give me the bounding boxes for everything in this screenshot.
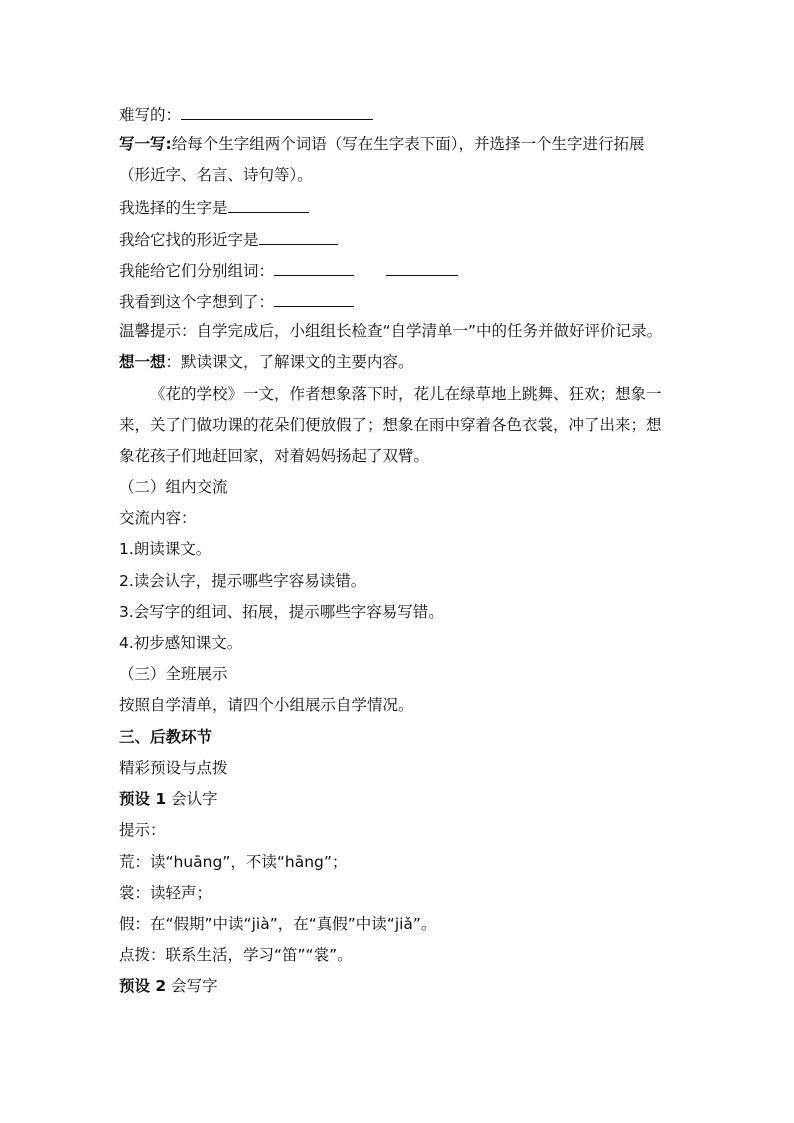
write-instruction-cont: （形近字、名言、诗句等）。 [119, 166, 313, 184]
association-label: 我看到这个字想到了： [119, 293, 275, 311]
hard-to-write-label: 难写的： [119, 106, 182, 124]
chosen-character-line [119, 196, 679, 218]
section-heading-after-teaching: 三、后教环节 [119, 728, 213, 746]
preset-1-title: 会认字 [166, 790, 218, 808]
answer-blank [274, 259, 354, 276]
chosen-character-label: 我选择的生字是 [119, 199, 228, 217]
preset-2-line [119, 976, 679, 996]
exchange-content-label: 交流内容： [119, 509, 197, 527]
section-heading-group-exchange: （二）组内交流 [119, 478, 228, 496]
pronunciation-note: 裳：读轻声； [119, 884, 213, 902]
hint-label: 提示： [119, 821, 166, 839]
write-task-line [119, 134, 679, 154]
answer-blank [181, 103, 373, 120]
guidance-note: 点拨：联系生活，学习“笛”“裳”。 [119, 946, 353, 964]
section-heading-class-show: （三）全班展示 [119, 665, 228, 683]
preset-2-heading: 预设 2 [119, 977, 167, 995]
preset-1-line [119, 789, 679, 809]
think-task-line [119, 352, 679, 372]
tip-text: 温馨提示：自学完成后，小组组长检查“自学清单一”中的任务并做好评价记录。 [119, 322, 663, 340]
preset-2-title: 会写字 [166, 977, 218, 995]
summary-paragraph-line: 来，关了门做功课的花朵们便放假了；想象在雨中穿着各色衣裳，冲了出来；想 [119, 416, 662, 434]
list-item: 1.朗读课文。 [119, 540, 212, 558]
word-forming-label: 我能给它们分别组词： [119, 262, 275, 280]
list-item: 2.读会认字，提示哪些字容易读错。 [119, 572, 367, 590]
pronunciation-note: 荒：读“huāng”，不读“hāng”； [119, 853, 348, 871]
answer-blank [228, 196, 309, 213]
similar-character-line [119, 228, 679, 250]
write-instruction: 给每个生字组两个词语（写在生字表下面），并选择一个生字进行拓展 [171, 135, 645, 153]
write-heading: 写一写: [119, 135, 172, 153]
subheading-preset: 精彩预设与点拨 [119, 759, 228, 777]
similar-character-label: 我给它找的形近字是 [119, 231, 259, 249]
preset-1-heading: 预设 1 [119, 790, 167, 808]
hard-to-write-line [119, 103, 679, 125]
answer-blank [386, 259, 458, 276]
association-line [119, 290, 679, 312]
think-instruction: ：默读课文，了解课文的主要内容。 [165, 353, 414, 371]
pronunciation-note: 假：在“假期”中读“jià”，在“真假”中读“jiǎ”。 [119, 915, 437, 933]
summary-paragraph-line: 《花的学校》一文，作者想象落下时，花儿在绿草地上跳舞、狂欢；想象一 [150, 385, 662, 403]
list-item: 4.初步感知课文。 [119, 634, 243, 652]
think-heading: 想一想 [119, 353, 166, 371]
answer-blank [274, 290, 354, 307]
class-show-text: 按照自学清单，请四个小组展示自学情况。 [119, 696, 414, 714]
list-item: 3.会写字的组词、拓展，提示哪些字容易写错。 [119, 603, 444, 621]
word-forming-line [119, 259, 679, 281]
answer-blank [259, 228, 338, 245]
summary-paragraph-line: 象花孩子们地赶回家，对着妈妈扬起了双臂。 [119, 447, 430, 465]
